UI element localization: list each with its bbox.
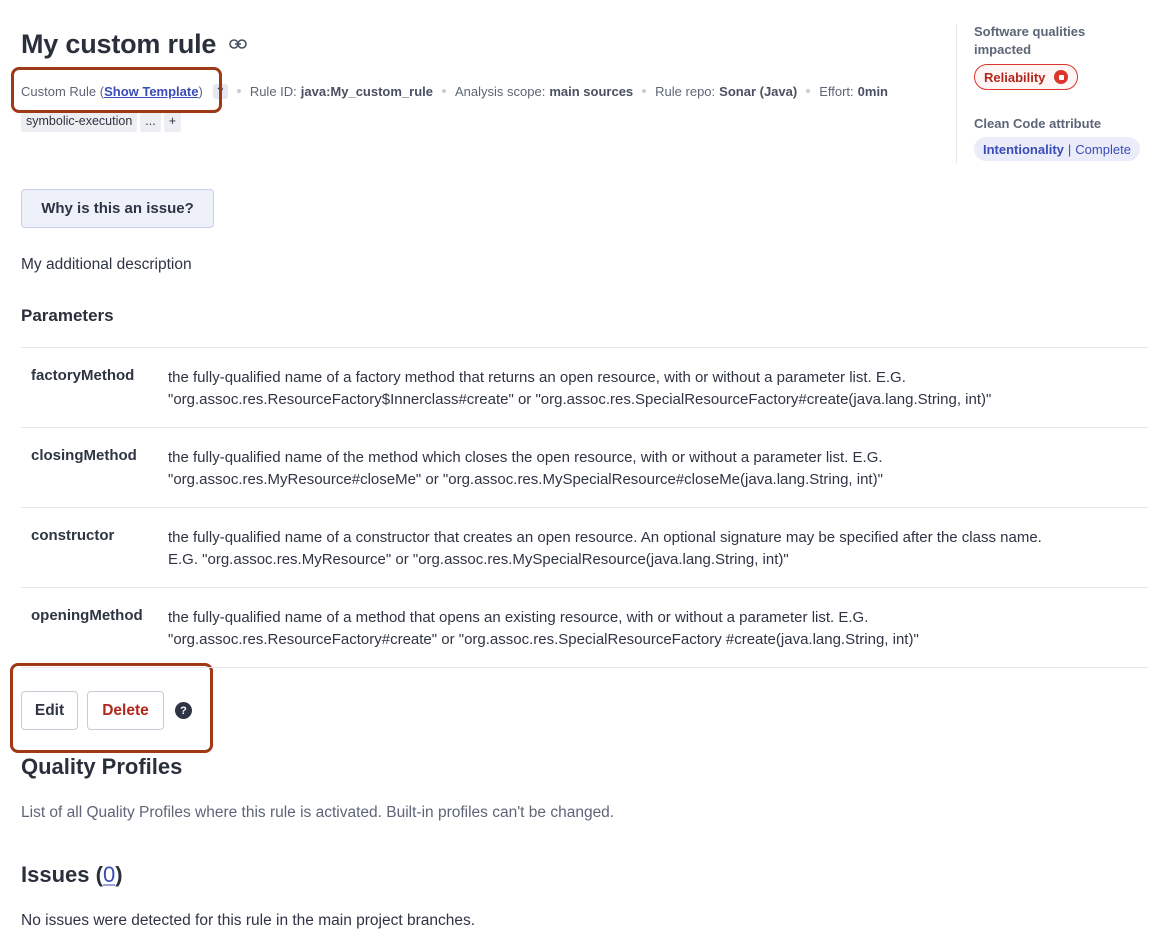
edit-button[interactable]: Edit (21, 691, 78, 730)
high-severity-icon (1054, 70, 1068, 84)
tag-symbolic-execution[interactable]: symbolic-execution (21, 111, 137, 132)
link-icon[interactable] (229, 39, 247, 49)
title-row (21, 26, 247, 62)
rule-id-label: Rule ID: (249, 83, 297, 99)
custom-rule-label: Custom Rule (Show Template) (21, 83, 203, 99)
effort-value: 0min (857, 83, 888, 99)
reliability-badge[interactable] (974, 64, 1078, 90)
param-description: the fully-qualified name of the method which closes the open resource, with or without a parameter list. E.G. "org.assoc.res.MyResource#closeMe" or "org.assoc.res.MySpecialResource#closeMe(java.lang.String, int)" (168, 449, 883, 488)
rule-description: My additional description (21, 256, 192, 273)
tags-row (21, 111, 181, 132)
parameters-table (21, 347, 1148, 668)
param-name: constructor (31, 527, 115, 544)
issues-heading: Issues (0) (21, 862, 123, 887)
rule-id-value: java:My_custom_rule (300, 83, 434, 99)
rule-meta-row (21, 81, 888, 101)
param-description: the fully-qualified name of a method that opens an existing resource, with or without a parameter list. E.G. "org.assoc.res.ResourceFactory#create" or "org.assoc.res.SpecialResourceFactory #create(java.lang.String, int)" (168, 609, 919, 648)
reliability-label: Reliability (984, 69, 1046, 85)
analysis-scope-label: Analysis scope: (455, 83, 546, 99)
separator-dot (642, 89, 646, 93)
rule-repo-value: Sonar (Java) (719, 83, 798, 99)
delete-button[interactable]: Delete (87, 691, 164, 730)
param-name: closingMethod (31, 447, 137, 464)
cc-separator: | (1067, 141, 1072, 157)
quality-profiles-heading: Quality Profiles (21, 754, 183, 779)
table-row (21, 508, 1148, 588)
separator-dot (237, 89, 241, 93)
tags-more-button[interactable]: ... (140, 111, 160, 132)
rule-repo-label: Rule repo: (655, 83, 716, 99)
custom-rule-help-icon[interactable]: ? (213, 84, 228, 99)
software-qualities-label: Software qualities impacted (974, 24, 1086, 57)
param-name: openingMethod (31, 607, 143, 624)
separator-dot (442, 89, 446, 93)
table-row (21, 348, 1148, 428)
sidebar-divider (956, 24, 957, 163)
issues-count-link[interactable]: 0 (102, 862, 116, 887)
clean-code-attribute-label: Clean Code attribute (974, 116, 1102, 131)
page-title: My custom rule (21, 28, 217, 59)
clean-code-attribute-badge[interactable] (974, 137, 1140, 161)
show-template-link[interactable]: Show Template (104, 83, 199, 99)
cc-sub-attribute-label: Complete (1075, 141, 1131, 157)
cc-attribute-label: Intentionality (983, 141, 1064, 157)
add-tag-button[interactable]: + (164, 111, 181, 132)
analysis-scope-value: main sources (549, 83, 634, 99)
effort-label: Effort: (819, 83, 854, 99)
parameters-heading: Parameters (21, 306, 114, 325)
table-row (21, 588, 1148, 668)
issues-description: No issues were detected for this rule in the main project branches. (21, 912, 476, 929)
param-description: the fully-qualified name of a factory method that returns an open resource, with or without a parameter list. E.G. "org.assoc.res.ResourceFactory$Innerclass#create" or "org.assoc.res.SpecialResourceFactory#create(java.lang.String, int)" (168, 369, 992, 408)
quality-profiles-description: List of all Quality Profiles where this rule is activated. Built-in profiles can't be changed. (21, 804, 615, 821)
param-name: factoryMethod (31, 367, 135, 384)
help-icon[interactable]: ? (175, 702, 192, 719)
separator-dot (806, 89, 810, 93)
why-is-this-an-issue-button[interactable]: Why is this an issue? (21, 189, 214, 228)
param-description: the fully-qualified name of a constructor that creates an open resource. An optional signature may be specified after the class name. E.G. "org.assoc.res.MyResource" or "org.assoc.res.MySpecialResource(java.lang.String, int)" (168, 529, 1042, 568)
table-row (21, 428, 1148, 508)
